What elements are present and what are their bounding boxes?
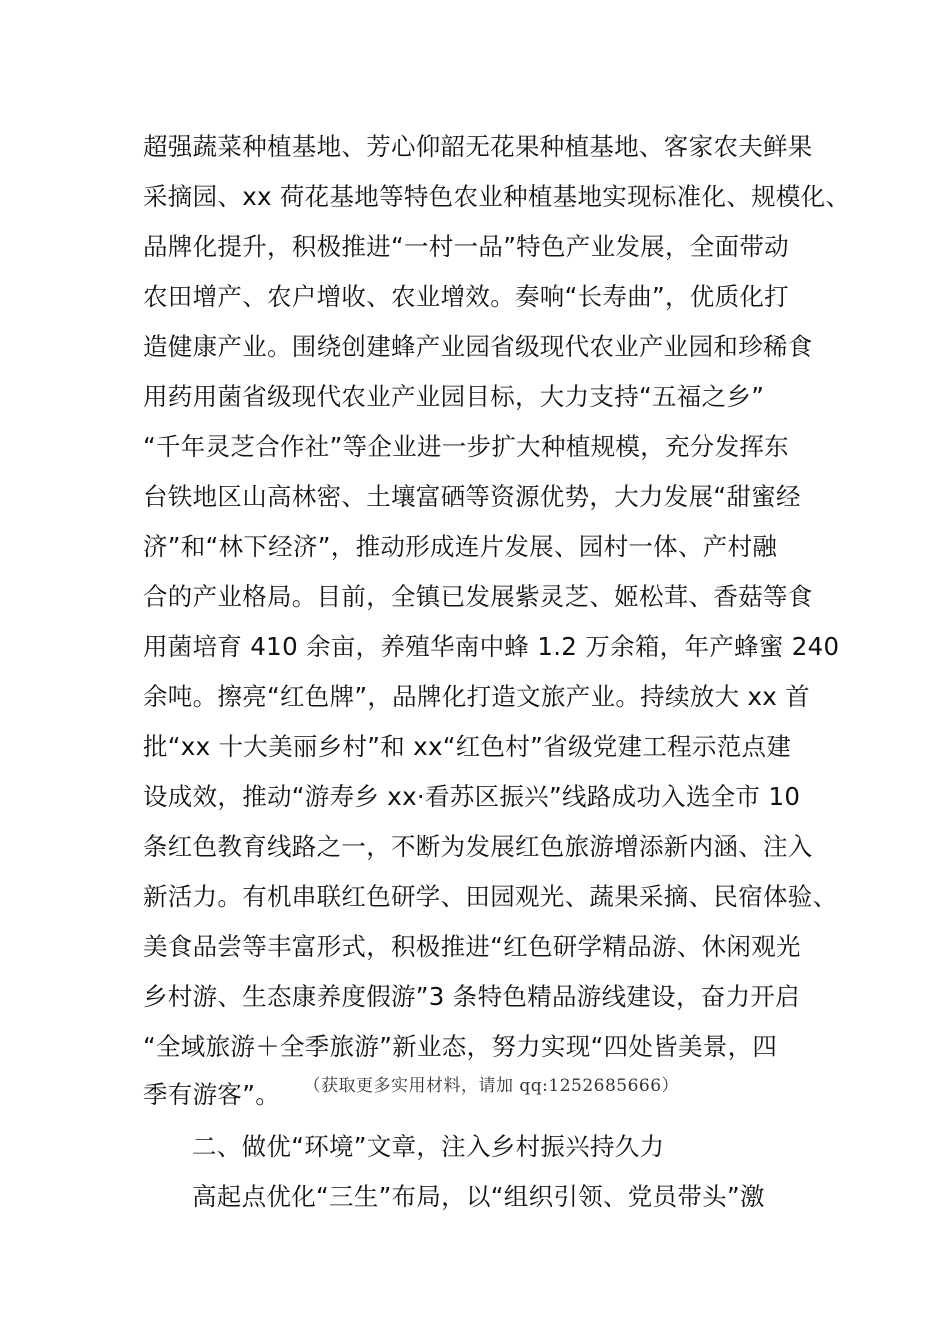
paragraph-line: 乡村游、生态康养度假游”3 条特色精品游线建设，奋力开启 <box>143 982 800 1011</box>
paragraph-last-line <box>143 1070 833 1120</box>
paragraph-line: 美食品尝等丰富形式，积极推进“红色研学精品游、休闲观光 <box>143 932 801 961</box>
paragraph-line: 采摘园、xx 荷花基地等特色农业种植基地实现标准化、规模化、 <box>143 182 851 211</box>
paragraph-line: 超强蔬菜种植基地、芳心仰韶无花果种植基地、客家农夫鲜果 <box>143 132 813 161</box>
paragraph-line: 新活力。有机串联红色研学、田园观光、蔬果采摘、民宿体验、 <box>143 882 838 911</box>
paragraph-line-text: 季有游客”。 <box>143 1080 280 1109</box>
paragraph-line: 品牌化提升，积极推进“一村一品”特色产业发展，全面带动 <box>143 232 789 261</box>
paragraph-line: 条红色教育线路之一，不断为发展红色旅游增添新内涵、注入 <box>143 832 813 861</box>
paragraph-line: 批“xx 十大美丽乡村”和 xx“红色村”省级党建工程示范点建 <box>143 732 792 761</box>
paragraph-line: 高起点优化“三生”布局，以“组织引领、党员带头”激 <box>192 1182 765 1211</box>
section-heading: 二、做优“环境”文章，注入乡村振兴持久力 <box>192 1132 665 1161</box>
contact-note: （获取更多实用材料，请加 qq:1252685666） <box>312 1076 680 1096</box>
paragraph-line: 合的产业格局。目前，全镇已发展紫灵芝、姬松茸、香菇等食 <box>143 582 813 611</box>
paragraph-line: “全域旅游＋全季旅游”新业态，努力实现“四处皆美景，四 <box>143 1032 778 1061</box>
paragraph-line: 设成效，推动“游寿乡 xx·看苏区振兴”线路成功入选全市 10 <box>143 782 801 811</box>
paragraph-line: 造健康产业。围绕创建蜂产业园省级现代农业产业园和珍稀食 <box>143 332 813 361</box>
paragraph-line: 农田增产、农户增收、农业增效。奏响“长寿曲”，优质化打 <box>143 282 789 311</box>
paragraph-line: 用菌培育 410 余亩，养殖华南中蜂 1.2 万余箱，年产蜂蜜 240 <box>143 632 840 661</box>
paragraph-line: 济”和“林下经济”，推动形成连片发展、园村一体、产村融 <box>143 532 778 561</box>
paragraph-line: 台铁地区山高林密、土壤富硒等资源优势，大力发展“甜蜜经 <box>143 482 801 511</box>
paragraph-line: “千年灵芝合作社”等企业进一步扩大种植规模，充分发挥东 <box>143 432 789 461</box>
paragraph-line: 余吨。擦亮“红色牌”，品牌化打造文旅产业。持续放大 xx 首 <box>143 682 810 711</box>
paragraph-line: 用药用菌省级现代农业产业园目标，大力支持“五福之乡” <box>143 382 765 411</box>
